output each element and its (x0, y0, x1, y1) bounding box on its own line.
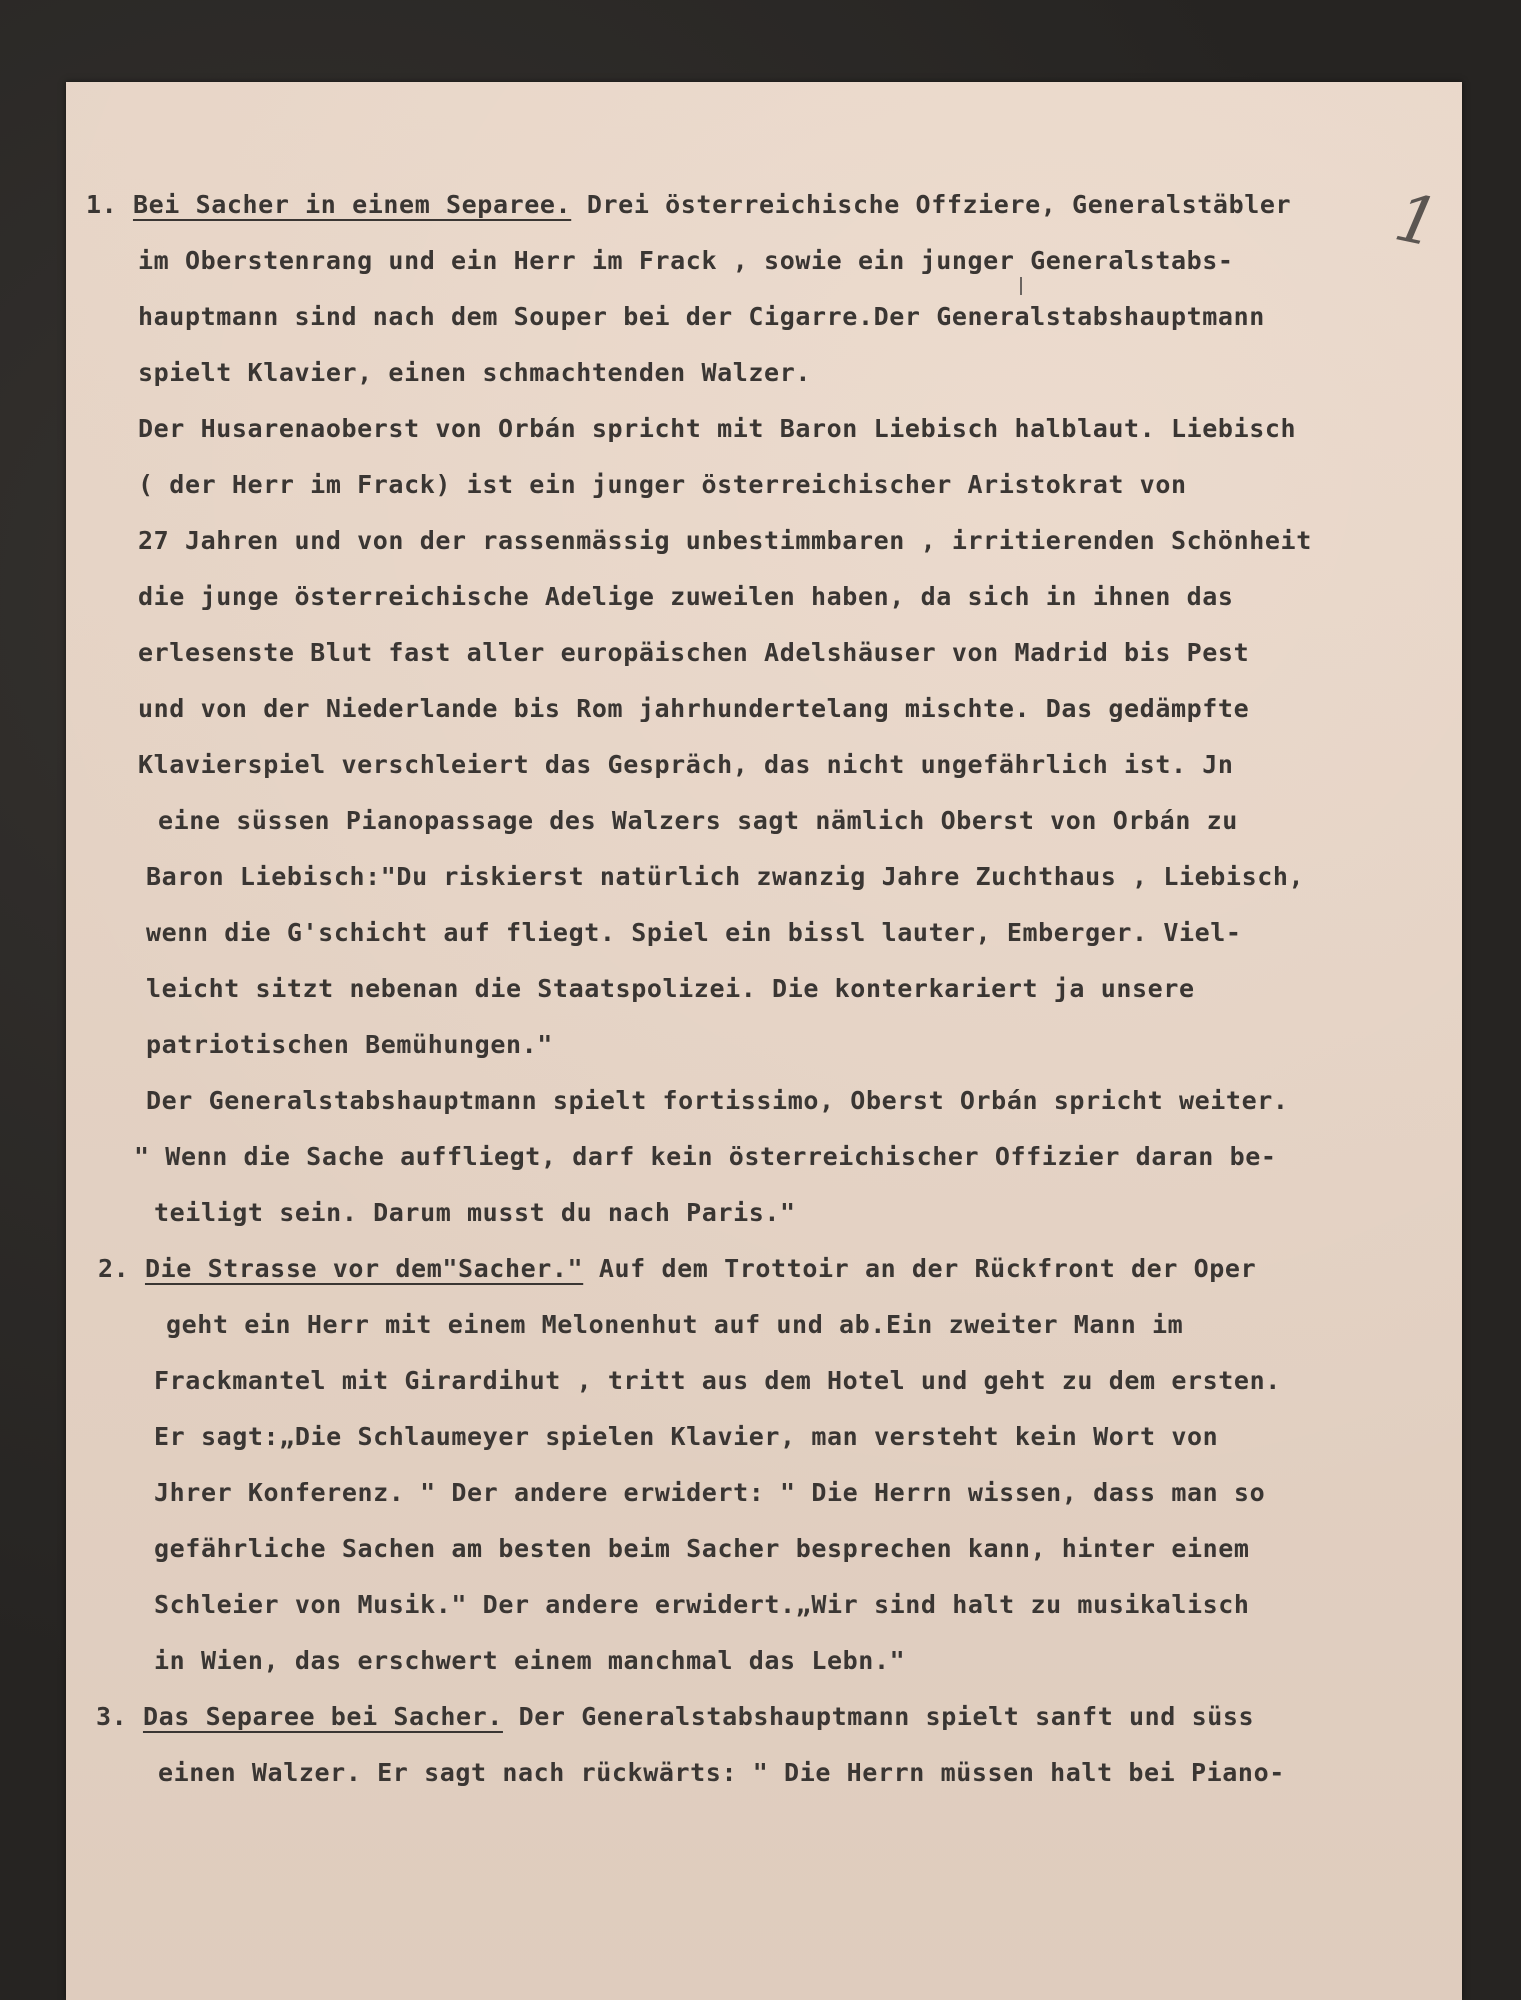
text-line-6: ( der Herr im Frack) ist ein junger österreichischer Aristokrat von (138, 470, 1187, 499)
section-number: 2. (98, 1254, 130, 1283)
text-line-10: und von der Niederlande bis Rom jahrhundertelang mischte. Das gedämpfte (138, 694, 1250, 723)
text-line-21: geht ein Herr mit einem Melonenhut auf und ab.Ein zweiter Mann im (166, 1310, 1184, 1339)
text-line-14: wenn die G'schicht auf fliegt. Spiel ein bissl lauter, Emberger. Viel- (146, 918, 1242, 947)
text-line-25: gefährliche Sachen am besten beim Sacher besprechen kann, hinter einem (154, 1534, 1250, 1563)
text-line-5: Der Husarenaoberst von Orbán spricht mit Baron Liebisch halblaut. Liebisch (138, 414, 1297, 443)
text-line-15: leicht sitzt nebenan die Staatspolizei. Die konterkariert ja unsere (146, 974, 1195, 1003)
section-number: 3. (96, 1702, 128, 1731)
text-line-3: hauptmann sind nach dem Souper bei der Cigarre.Der Generalstabshauptmann (138, 302, 1265, 331)
text-line-4: spielt Klavier, einen schmachtenden Walzer. (138, 358, 812, 387)
section-heading: Die Strasse vor dem"Sacher." (144, 1254, 584, 1283)
text-line-24: Jhrer Konferenz. " Der andere erwidert: " Die Herrn wissen, dass man so (154, 1478, 1266, 1507)
section-heading: Bei Sacher in einem Separee. (132, 190, 572, 219)
text-line-9: erlesenste Blut fast aller europäischen Adelshäuser von Madrid bis Pest (138, 638, 1250, 667)
text-line-19: teiligt sein. Darum musst du nach Paris." (154, 1198, 796, 1227)
page-number: 1 (1388, 178, 1446, 263)
text-line-1: 1. Bei Sacher in einem Separee. Drei österreichische Offziere, Generalstäbler (86, 190, 1292, 219)
text-line-12: eine süssen Pianopassage des Walzers sagt nämlich Oberst von Orbán zu (158, 806, 1238, 835)
text-line-16: patriotischen Bemühungen." (146, 1030, 553, 1059)
text-line-22: Frackmantel mit Girardihut , tritt aus dem Hotel und geht zu dem ersten. (154, 1366, 1281, 1395)
section-heading: Das Separee bei Sacher. (142, 1702, 503, 1731)
text-line-27: in Wien, das erschwert einem manchmal das Lebn." (154, 1646, 906, 1675)
text-line-29: einen Walzer. Er sagt nach rückwärts: " Die Herrn müssen halt bei Piano- (158, 1758, 1285, 1787)
typewritten-page (66, 82, 1462, 2000)
section-number: 1. (86, 190, 118, 219)
text-line-11: Klavierspiel verschleiert das Gespräch, das nicht ungefährlich ist. Jn (138, 750, 1234, 779)
text-line-2: im Oberstenrang und ein Herr im Frack , sowie ein junger Generalstabs- (138, 246, 1234, 275)
text-line-20: 2. Die Strasse vor dem"Sacher." Auf dem Trottoir an der Rückfront der Oper (98, 1254, 1257, 1283)
text-line-17: Der Generalstabshauptmann spielt fortissimo, Oberst Orbán spricht weiter. (146, 1086, 1289, 1115)
text-line-26: Schleier von Musik." Der andere erwidert.„Wir sind halt zu musikalisch (154, 1590, 1250, 1619)
text-line-28: 3. Das Separee bei Sacher. Der Generalstabshauptmann spielt sanft und süss (96, 1702, 1255, 1731)
pencil-tick-mark (1020, 277, 1022, 295)
text-line-18: " Wenn die Sache auffliegt, darf kein österreichischer Offizier daran be- (134, 1142, 1277, 1171)
text-line-8: die junge österreichische Adelige zuweilen haben, da sich in ihnen das (138, 582, 1234, 611)
text-line-7: 27 Jahren und von der rassenmässig unbestimmbaren , irritierenden Schönheit (138, 526, 1312, 555)
text-line-13: Baron Liebisch:"Du riskierst natürlich zwanzig Jahre Zuchthaus , Liebisch, (146, 862, 1305, 891)
text-line-23: Er sagt:„Die Schlaumeyer spielen Klavier, man versteht kein Wort von (154, 1422, 1219, 1451)
